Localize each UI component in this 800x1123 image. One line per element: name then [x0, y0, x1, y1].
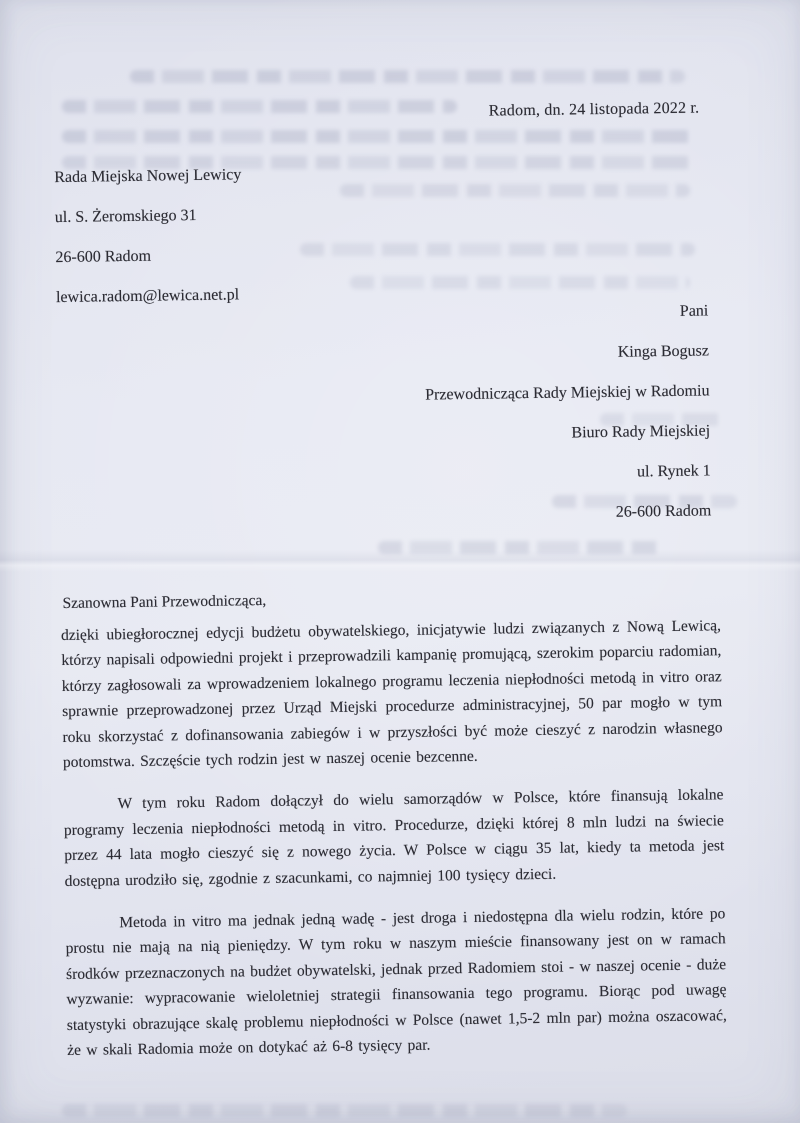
- recipient-title: Przewodnicząca Rady Miejskiej w Radomiu: [425, 382, 710, 404]
- salutation: Szanowna Pani Przewodnicząca,: [62, 591, 267, 613]
- recipient-name: Kinga Bogusz: [617, 342, 710, 361]
- recipient-office: Biuro Rady Miejskiej: [571, 422, 711, 442]
- sender-organization: Rada Miejska Nowej Lewicy: [54, 166, 242, 187]
- paragraph-1: dzięki ubiegłorocznej edycji budżetu obywatelskiego, inicjatywie ludzi związanych z Nową Lewicą, którzy napisali odpowiedni projekt i przeprowadzili kampanię promującą, szerokim poparciu radomian, którzy zagłosowali za wprowadzeniem lokalnego programu leczenia niepłodności metodą in vitro oraz sprawnie przeprowadzonej przez Urząd Miejski procedurze administracyjnej, 50 par mogło w tym roku skorzystać z dofinansowania zabiegów i w przyszłości być może cieszyć z narodzin własnego potomstwa. Szczęście tych rodzin jest w naszej ocenie bezcenne.: [60, 617, 723, 772]
- recipient-honorific: Pani: [679, 302, 709, 320]
- sender-email: lewica.radom@lewica.net.pl: [55, 286, 240, 307]
- sender-street: ul. S. Żeromskiego 31: [54, 206, 197, 227]
- paragraph-3: Metoda in vitro ma jednak jedną wadę - jest droga i niedostępna dla wielu rodzin, które po prostu nie mają na nią pieniędzy. W tym roku w naszym mieście finansowany jest on w ramach środków przeznaczonych na budżet obywatelski, jednak przed Radomiem stoi - w naszej ocenie - duże wyzwanie: wypracowanie wieloletniej strategii finansowania tego programu. Biorąc pod uwagę statystyki obrazujące skalę problemu niepłodności w Polsce (nawet 1,5-2 mln par) można oszacować, że w skali Radomia może on dotykać aż 6-8 tysięcy par.: [65, 905, 727, 1060]
- sender-city: 26-600 Radom: [55, 247, 152, 267]
- sender-block: [54, 155, 243, 318]
- letter-date: Radom, dn. 24 listopada 2022 r.: [488, 99, 700, 120]
- paragraph-2: W tym roku Radom dołączył do wielu samorządów w Polsce, które finansują lokalne programy leczenia niepłodności metodą in vitro. Procedurze, dzięki której 8 mln ludzi na świecie przez 44 lata mogło cieszyć się z nowego życia. W Polsce w ciągu 35 lat, kiedy ta metoda jest dostępna urodziło się, zgodnie z szacunkami, co najmniej 100 tysięcy dzieci.: [63, 786, 725, 890]
- recipient-city: 26-600 Radom: [615, 502, 712, 521]
- recipient-street: ul. Rynek 1: [636, 462, 711, 481]
- letter-body: [60, 585, 727, 1080]
- recipient-block: [424, 291, 712, 535]
